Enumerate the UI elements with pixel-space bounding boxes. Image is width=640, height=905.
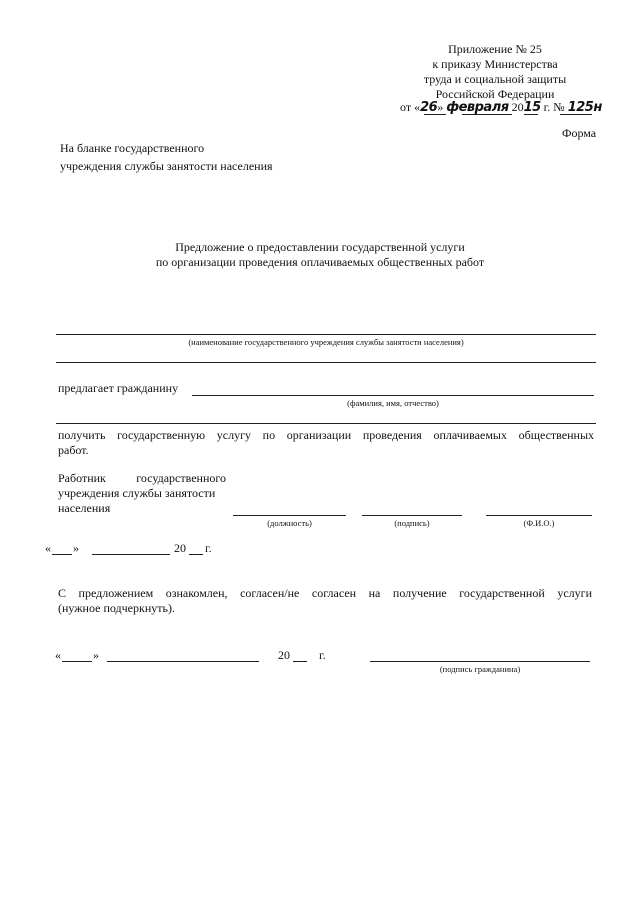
order-date-quote: » xyxy=(437,100,444,114)
institution-caption: (наименование государственного учреждения службы занятости населения) xyxy=(188,337,464,347)
citizen-signature-field[interactable] xyxy=(370,661,590,662)
worker-label-line2: учреждения службы занятости xyxy=(58,486,216,500)
signature-caption: (подпись) xyxy=(394,518,430,528)
order-number-underline xyxy=(560,114,592,115)
position-caption: (должность) xyxy=(267,518,312,528)
federation-line: Российской Федерации xyxy=(435,87,555,101)
date-day-field-2[interactable] xyxy=(62,661,92,662)
order-ministry-line: к приказу Министерства xyxy=(432,57,558,71)
ministry-name-line: труда и социальной защиты xyxy=(423,72,567,86)
fio-caption: (Ф.И.О.) xyxy=(523,518,555,528)
acquainted-line2: (нужное подчеркнуть). xyxy=(58,601,175,615)
worker-label-b: государственного xyxy=(136,471,226,485)
blank-note-line2: учреждения службы занятости населения xyxy=(60,159,273,173)
receive-service-line1: получить государственную услугу по организации проведения оплачиваемых общественных xyxy=(58,428,594,442)
acquainted-text xyxy=(58,586,592,616)
order-month: февраля xyxy=(446,100,509,115)
worker-label-line3: населения xyxy=(58,501,111,515)
appendix-header xyxy=(400,42,590,102)
form-label: Форма xyxy=(562,126,597,140)
order-year-suffix: 15 xyxy=(523,100,541,115)
date-year-prefix-2: 20 xyxy=(278,648,290,662)
acquainted-line1: С предложением ознакомлен, согласен/не согласен на получение государственной услуги xyxy=(58,586,592,600)
order-day: 26 xyxy=(420,100,438,115)
receive-service-line2: работ. xyxy=(58,443,89,457)
worker-label xyxy=(58,471,226,516)
date-close-quote-2: » xyxy=(93,648,99,662)
order-number-label: г. № xyxy=(543,100,565,114)
worker-position-field[interactable] xyxy=(233,515,346,516)
blank-note xyxy=(60,141,273,174)
institution-name-field-2[interactable] xyxy=(56,362,596,363)
date-open-quote-2: « xyxy=(55,648,61,662)
date-day-field-1[interactable] xyxy=(52,554,72,555)
institution-name-field[interactable] xyxy=(56,334,596,335)
worker-signature-field[interactable] xyxy=(362,515,462,516)
worker-fio-field[interactable] xyxy=(486,515,592,516)
citizen-fio-field-2[interactable] xyxy=(56,423,596,424)
date-year-field-2[interactable] xyxy=(293,661,307,662)
citizen-fio-caption: (фамилия, имя, отчество) xyxy=(347,398,439,408)
appendix-number: Приложение № 25 xyxy=(448,42,542,56)
document-title xyxy=(100,240,540,270)
date-year-label-2: г. xyxy=(319,648,326,662)
title-line1: Предложение о предоставлении государственной услуги xyxy=(175,240,465,254)
blank-note-line1: На бланке государственного xyxy=(60,141,205,155)
citizen-signature-caption: (подпись гражданина) xyxy=(439,664,521,674)
order-year-prefix: 20 xyxy=(511,100,524,114)
date-month-field-2[interactable] xyxy=(107,661,259,662)
order-month-underline xyxy=(462,114,512,115)
citizen-fio-field[interactable] xyxy=(192,395,594,396)
order-day-underline xyxy=(424,114,446,115)
date-month-field-1[interactable] xyxy=(92,554,170,555)
date-year-label-1: г. xyxy=(205,541,212,555)
order-year-underline xyxy=(524,114,538,115)
date-year-field-1[interactable] xyxy=(189,554,203,555)
title-line2: по организации проведения оплачиваемых общественных работ xyxy=(155,255,485,269)
order-date-prefix: от « xyxy=(400,100,421,114)
offers-label: предлагает гражданину xyxy=(58,381,179,395)
order-date-line xyxy=(400,100,600,115)
receive-service-text xyxy=(58,428,594,458)
date-year-prefix-1: 20 xyxy=(174,541,186,555)
worker-label-a: Работник xyxy=(58,471,106,485)
date-open-quote-1: « xyxy=(45,541,51,555)
date-close-quote-1: » xyxy=(73,541,79,555)
order-number: 125н xyxy=(567,100,602,115)
